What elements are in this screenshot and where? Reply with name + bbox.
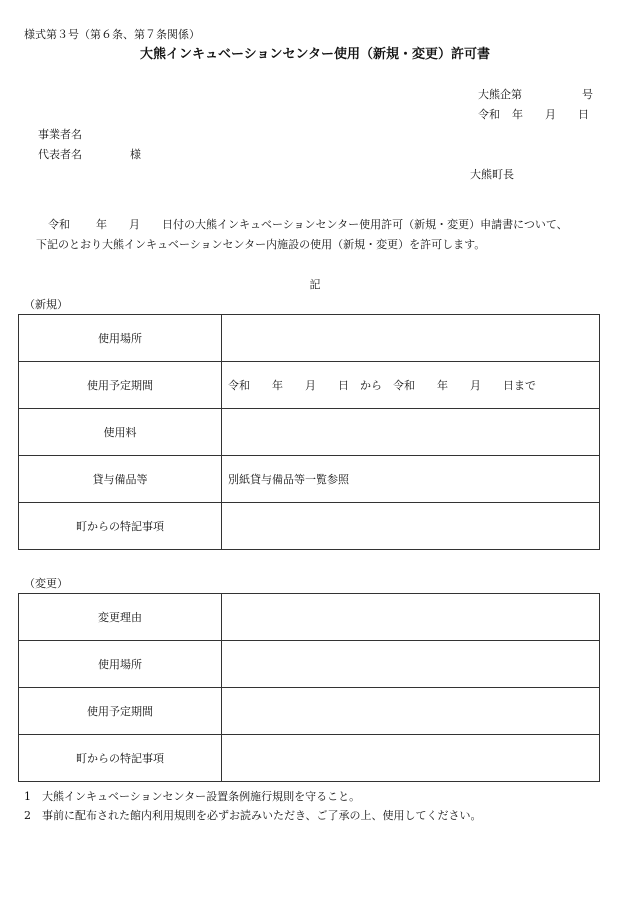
issue-day: 日 — [578, 108, 589, 121]
row-value[interactable] — [222, 594, 600, 641]
issue-month: 月 — [545, 108, 556, 121]
document-title: 大熊インキュベーションセンター使用（新規・変更）許可書 — [140, 47, 490, 62]
issue-year: 年 — [512, 108, 523, 121]
row-label: 使用場所 — [19, 641, 222, 688]
representative-label: 代表者名 — [38, 148, 82, 161]
table-row — [19, 594, 600, 641]
reference-number — [478, 89, 593, 100]
ki-heading: 記 — [309, 278, 321, 291]
table-row — [19, 641, 600, 688]
table-row — [19, 409, 600, 456]
row-value[interactable] — [222, 641, 600, 688]
row-label: 貸与備品等 — [19, 456, 222, 503]
reference-prefix: 大熊企第 — [478, 88, 522, 101]
row-label: 町からの特記事項 — [19, 735, 222, 782]
new-application-table — [18, 314, 600, 550]
change-application-table — [18, 593, 600, 782]
table-row — [19, 456, 600, 503]
body-era: 令和 — [48, 218, 70, 231]
row-label: 使用料 — [19, 409, 222, 456]
issuer: 大熊町長 — [470, 168, 514, 181]
note-1: 1 大熊インキュベーションセンター設置条例施行規則を守ること。 — [24, 790, 361, 803]
representative-line — [38, 149, 141, 160]
form-number: 様式第３号（第６条、第７条関係） — [24, 28, 200, 41]
issue-date — [478, 109, 589, 120]
table-row — [19, 503, 600, 550]
row-value[interactable]: 令和 年 月 日 から 令和 年 月 日まで — [222, 362, 600, 409]
table-row — [19, 315, 600, 362]
new-section-heading: （新規） — [24, 298, 68, 311]
body-month: 月 — [129, 218, 140, 231]
table-row — [19, 688, 600, 735]
table-row — [19, 362, 600, 409]
row-value[interactable] — [222, 409, 600, 456]
body-year: 年 — [96, 218, 107, 231]
issue-era: 令和 — [478, 108, 500, 121]
table-row — [19, 735, 600, 782]
row-value[interactable]: 別紙貸与備品等一覧参照 — [222, 456, 600, 503]
operator-label: 事業者名 — [38, 128, 82, 141]
row-value[interactable] — [222, 315, 600, 362]
row-label: 使用予定期間 — [19, 362, 222, 409]
reference-suffix: 号 — [582, 88, 593, 101]
row-value[interactable] — [222, 688, 600, 735]
honorific: 様 — [130, 148, 141, 161]
row-value[interactable] — [222, 503, 600, 550]
row-label: 使用予定期間 — [19, 688, 222, 735]
row-label: 使用場所 — [19, 315, 222, 362]
change-section-heading: （変更） — [24, 577, 68, 590]
row-label: 変更理由 — [19, 594, 222, 641]
note-2: 2 事前に配布された館内利用規則を必ずお読みいただき、ご了承の上、使用してください。 — [24, 809, 482, 822]
body-text: 日付の大熊インキュベーションセンター使用許可（新規・変更）申請書について、 — [162, 218, 568, 231]
row-value[interactable] — [222, 735, 600, 782]
row-label: 町からの特記事項 — [19, 503, 222, 550]
body-line-2: 下記のとおり大熊インキュベーションセンター内施設の使用（新規・変更）を許可します。 — [36, 238, 486, 251]
body-line-1 — [48, 219, 568, 230]
